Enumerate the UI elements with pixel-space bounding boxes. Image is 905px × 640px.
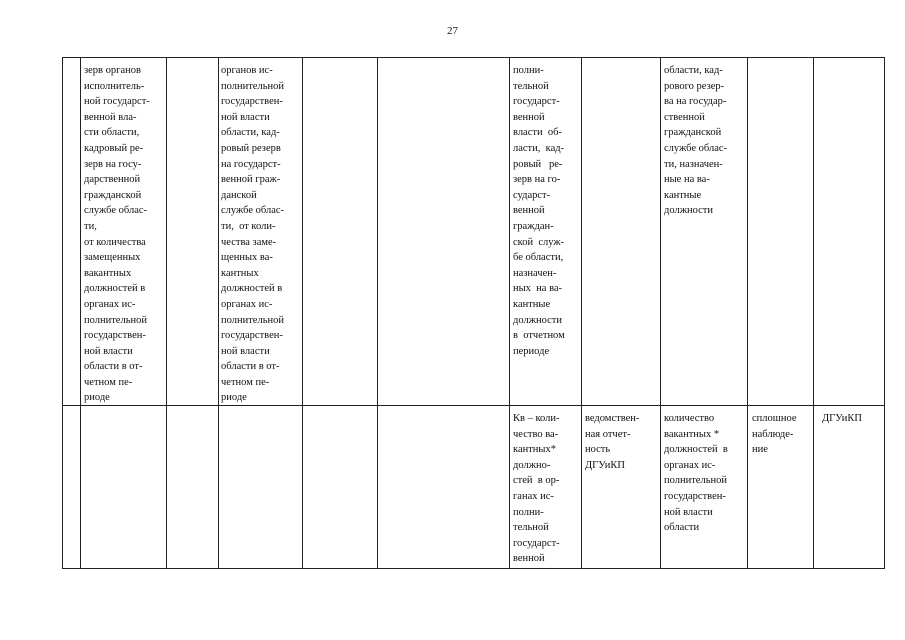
row2-col10-text: количество вакантных * должностей в органах ис- полнительной государствен- ной власти области	[664, 413, 728, 534]
row1-col8-text: полни- тельной государст- венной власти об- ласти, кад- ровый ре- зерв на го- сударст- венной граждан- ской служ- бе области, назначен- ных на ва- кантные должности в отчетном периоде	[513, 65, 565, 357]
column-border	[62, 57, 63, 569]
column-border	[302, 57, 303, 569]
column-border	[581, 57, 582, 569]
page-number: 27	[447, 25, 458, 37]
column-border	[80, 57, 81, 569]
row1-col2-text: зерв органов исполнитель- ной государст- венной вла- сти области, кадровый ре- зерв на госу- дарственной гражданской службе облас- ти, от количества замещенных вакантных должностей в органах ис- полнительной государствен- ной власти области в от- четном пе- риоде	[84, 65, 150, 404]
column-border	[884, 57, 885, 569]
column-border	[218, 57, 219, 569]
column-border	[747, 57, 748, 569]
row1-col10-text: области, кад- рового резер- ва на государ- ственной гражданской службе облас- ти, назначен- ные на ва- кантные должности	[664, 65, 728, 217]
column-border	[377, 57, 378, 569]
column-border	[166, 57, 167, 569]
column-border	[660, 57, 661, 569]
table-bottom-border	[62, 568, 885, 569]
table-top-border	[62, 57, 885, 58]
row2-col8-text: Кв – коли- чество ва- кантных* должно- стей в ор- ганах ис- полни- тельной государст- венной	[513, 413, 560, 565]
column-border	[813, 57, 814, 569]
row1-col4-text: органов ис- полнительной государствен- ной власти области, кад- ровый резерв на государст- венной граж- данской службе облас- ти, от коли- чества заме- щенных ва- кантных должностей в органах ис- полнительной государствен- ной власти области в от- четном пе- риоде	[221, 65, 285, 404]
column-border	[509, 57, 510, 569]
row2-col12-text: ДГУиКП	[822, 413, 862, 424]
row2-col9-text: ведомствен- ная отчет- ность ДГУиКП	[585, 413, 640, 471]
row2-col11-text: сплошное наблюде- ние	[752, 413, 797, 456]
row-divider	[62, 405, 885, 406]
